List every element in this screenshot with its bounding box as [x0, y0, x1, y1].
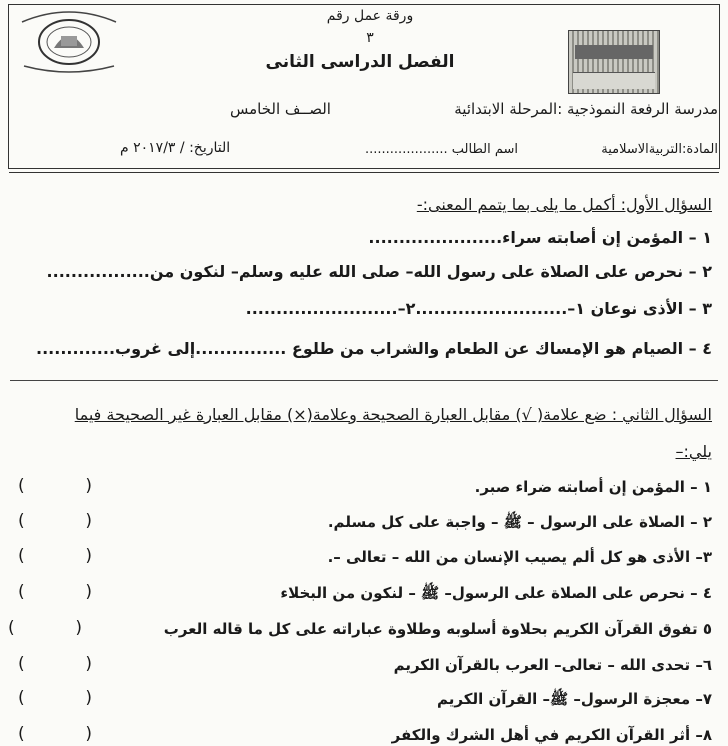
answer-box-1: ( ) [18, 476, 92, 496]
answer-box-6: ( ) [18, 654, 92, 674]
answer-box-8: ( ) [18, 724, 92, 744]
answer-box-3: ( ) [18, 546, 92, 566]
q2-title-cont: يلي:– [675, 442, 712, 461]
q2-item-3: ٣– الأذى هو كل ألم يصيب الإنسان من الله – تعالى –. [327, 548, 712, 566]
worksheet-number: ٣ [366, 30, 374, 46]
q2-item-2: ٢ – الصلاة على الرسول – ﷺ – واجبة على كل مسلم. [327, 513, 712, 531]
answer-box-4: ( ) [18, 582, 92, 602]
q2-item-7: ٧– معجزة الرسول– ﷺ– القرآن الكريم [437, 690, 712, 708]
grade-label: الصــف الخامس [230, 100, 331, 118]
answer-box-7: ( ) [18, 688, 92, 708]
section-divider [10, 380, 718, 381]
q1-item-3: ٣ – الأذى نوعان ١–.........................٢–......................... [245, 299, 712, 318]
school-stage: مدرسة الرفعة النموذجية :المرحلة الابتدائية [454, 100, 718, 118]
q1-item-1: ١ – المؤمن إن أصابته سراء...................... [368, 228, 712, 247]
q2-item-5: ٥ تفوق القرآن الكريم بحلاوة أسلوبه وطلاوة عباراته على كل ما قاله العرب [163, 620, 712, 638]
q2-item-4: ٤ – نحرص على الصلاة على الرسول– ﷺ – لنكون من البخلاء [280, 584, 712, 602]
q1-item-4: ٤ – الصيام هو الإمساك عن الطعام والشراب من طلوع ...............إلى غروب............. [36, 339, 712, 358]
date-field: التاريخ: / ٢٠١٧/٣ م [120, 140, 231, 156]
answer-box-5: ( ) [8, 618, 82, 638]
worksheet-title: ورقة عمل رقم [326, 8, 414, 24]
kaaba-band [575, 45, 653, 59]
q1-item-2: ٢ – نحرص على الصلاة على رسول الله– صلى الله عليه وسلم– لنكون من................. [46, 262, 712, 281]
kaaba-base [573, 72, 655, 89]
school-logo-icon [14, 6, 124, 78]
q2-item-1: ١ – المؤمن إن أصابته ضراء صبر. [474, 478, 712, 496]
kaaba-image [568, 30, 660, 94]
answer-box-2: ( ) [18, 511, 92, 531]
semester-title: الفصل الدراسى الثانى [265, 52, 455, 72]
q2-title: السؤال الثاني : ضع علامة( √) مقابل العبارة الصحيحة وعلامة(×) مقابل العبارة غير الصحيحة فيما [74, 405, 712, 424]
student-name-field: اسم الطالب .................... [365, 142, 518, 157]
q1-title: السؤال الأول: أكمل ما يلى بما يتمم المعنى:- [416, 195, 712, 214]
subject-label: المادة:التربيةالاسلامية [601, 142, 718, 157]
q2-item-6: ٦– تحدى الله – تعالى– العرب بالقرآن الكريم [393, 656, 712, 674]
q2-item-8: ٨– أثر القرآن الكريم في أهل الشرك والكفر [391, 726, 712, 744]
